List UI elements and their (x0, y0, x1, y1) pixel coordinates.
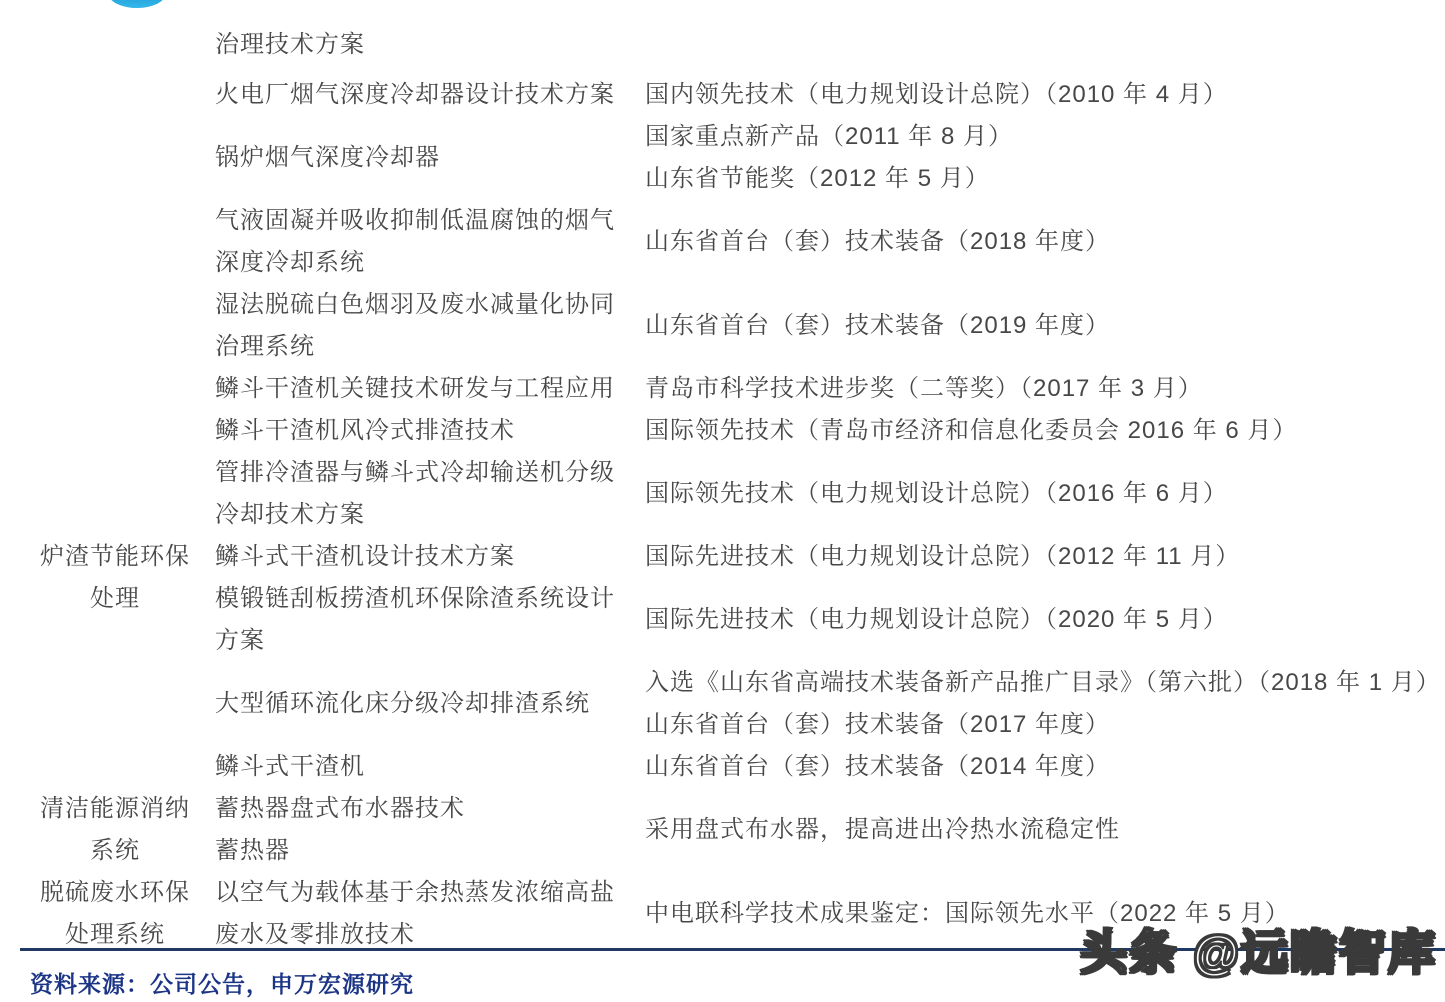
award-text: 青岛市科学技术进步奖（二等奖）（2017 年 3 月） (645, 375, 1203, 402)
award-cell (623, 410, 1445, 452)
table-row (0, 368, 1445, 410)
data-source-note: 资料来源：公司公告，申万宏源研究 (30, 971, 414, 997)
award-cell (623, 536, 1445, 578)
tech-name: 鳞斗式干渣机 (215, 753, 365, 780)
table-row (0, 536, 1445, 578)
tech-cell (215, 74, 623, 116)
tech-awards-table (0, 24, 1445, 956)
tech-cell (215, 683, 623, 725)
category-label-line: 处理系统 (65, 921, 165, 948)
tech-name: 湿法脱硫白色烟羽及废水减量化协同治理系统 (215, 291, 615, 360)
table-row (0, 24, 1445, 66)
tech-name: 锅炉烟气深度冷却器 (215, 144, 440, 171)
tech-cell (215, 410, 623, 452)
tech-name: 大型循环流化床分级冷却排渣系统 (215, 690, 590, 717)
category-label-line: 炉渣节能环保 (40, 543, 190, 570)
table-row (0, 452, 1445, 536)
award-text: 国际领先技术（电力规划设计总院）（2016 年 6 月） (645, 480, 1228, 507)
table-row (0, 74, 1445, 116)
award-cell (623, 74, 1445, 116)
tech-cell (215, 746, 623, 788)
table-row (0, 662, 1445, 746)
award-cell (623, 221, 1445, 263)
award-text: 国际先进技术（电力规划设计总院）（2012 年 11 月） (645, 543, 1241, 570)
award-text: 山东省首台（套）技术装备（2018 年度） (645, 228, 1111, 255)
category-label-line: 脱硫废水环保 (40, 879, 190, 906)
category-label-line: 处理 (90, 585, 140, 612)
category-label (20, 872, 210, 956)
toutiao-watermark: 头条 @远瞻智库 (1080, 926, 1437, 979)
award-text: 国家重点新产品（2011 年 8 月） (645, 123, 1013, 150)
tech-name: 蓄热器盘式布水器技术 (215, 795, 465, 822)
award-text: 入选《山东省高端技术装备新产品推广目录》（第六批）（2018 年 1 月） (645, 669, 1441, 696)
table-row (0, 200, 1445, 284)
tech-name: 气液固凝并吸收抑制低温腐蚀的烟气深度冷却系统 (215, 207, 615, 276)
award-cell (623, 116, 1445, 200)
table-row (0, 410, 1445, 452)
table-row (0, 746, 1445, 788)
award-text: 采用盘式布水器，提高进出冷热水流稳定性 (645, 816, 1120, 843)
tech-cell (215, 137, 623, 179)
tech-cell (215, 284, 623, 368)
award-text: 山东省首台（套）技术装备（2019 年度） (645, 312, 1111, 339)
tech-name: 蓄热器 (215, 837, 290, 864)
table-row (0, 116, 1445, 200)
tech-name: 鳞斗式干渣机设计技术方案 (215, 543, 515, 570)
award-text: 国际领先技术（青岛市经济和信息化委员会 2016 年 6 月） (645, 417, 1298, 444)
award-text: 山东省首台（套）技术装备（2017 年度） (645, 711, 1111, 738)
category-label-line: 清洁能源消纳 (40, 795, 190, 822)
table-row (0, 284, 1445, 368)
category-label (20, 536, 210, 620)
tech-cell (215, 578, 623, 662)
award-text: 中电联科学技术成果鉴定：国际领先水平（2022 年 5 月） (645, 900, 1290, 927)
tech-name: 鳞斗干渣机关键技术研发与工程应用 (215, 375, 615, 402)
tech-name: 管排冷渣器与鳞斗式冷却输送机分级冷却技术方案 (215, 459, 615, 528)
award-cell (623, 473, 1445, 515)
tech-cell (215, 536, 623, 578)
tech-cell (215, 872, 623, 956)
award-text: 山东省首台（套）技术装备（2014 年度） (645, 753, 1111, 780)
award-text: 山东省节能奖（2012 年 5 月） (645, 165, 990, 192)
tech-cell (215, 200, 623, 284)
tech-cell (215, 452, 623, 536)
award-cell (623, 662, 1445, 746)
tech-name: 以空气为载体基于余热蒸发浓缩高盐废水及零排放技术 (215, 879, 615, 948)
award-cell (623, 305, 1445, 347)
award-cell (623, 599, 1445, 641)
award-cell (623, 746, 1445, 788)
tech-cell (215, 368, 623, 410)
award-cell (623, 809, 1445, 851)
tech-cell (215, 788, 623, 872)
tech-name: 模锻链刮板捞渣机环保除渣系统设计方案 (215, 585, 615, 654)
logo-arc-icon (108, 0, 166, 8)
award-text: 国内领先技术（电力规划设计总院）（2010 年 4 月） (645, 81, 1228, 108)
tech-name: 鳞斗干渣机风冷式排渣技术 (215, 417, 515, 444)
award-text: 国际先进技术（电力规划设计总院）（2020 年 5 月） (645, 606, 1228, 633)
tech-name: 火电厂烟气深度冷却器设计技术方案 (215, 81, 615, 108)
category-label-line: 系统 (90, 837, 140, 864)
category-label (20, 788, 210, 872)
table-row (0, 578, 1445, 662)
tech-cell (215, 24, 623, 66)
award-cell (623, 368, 1445, 410)
table-row (0, 788, 1445, 872)
tech-name: 治理技术方案 (215, 31, 365, 58)
